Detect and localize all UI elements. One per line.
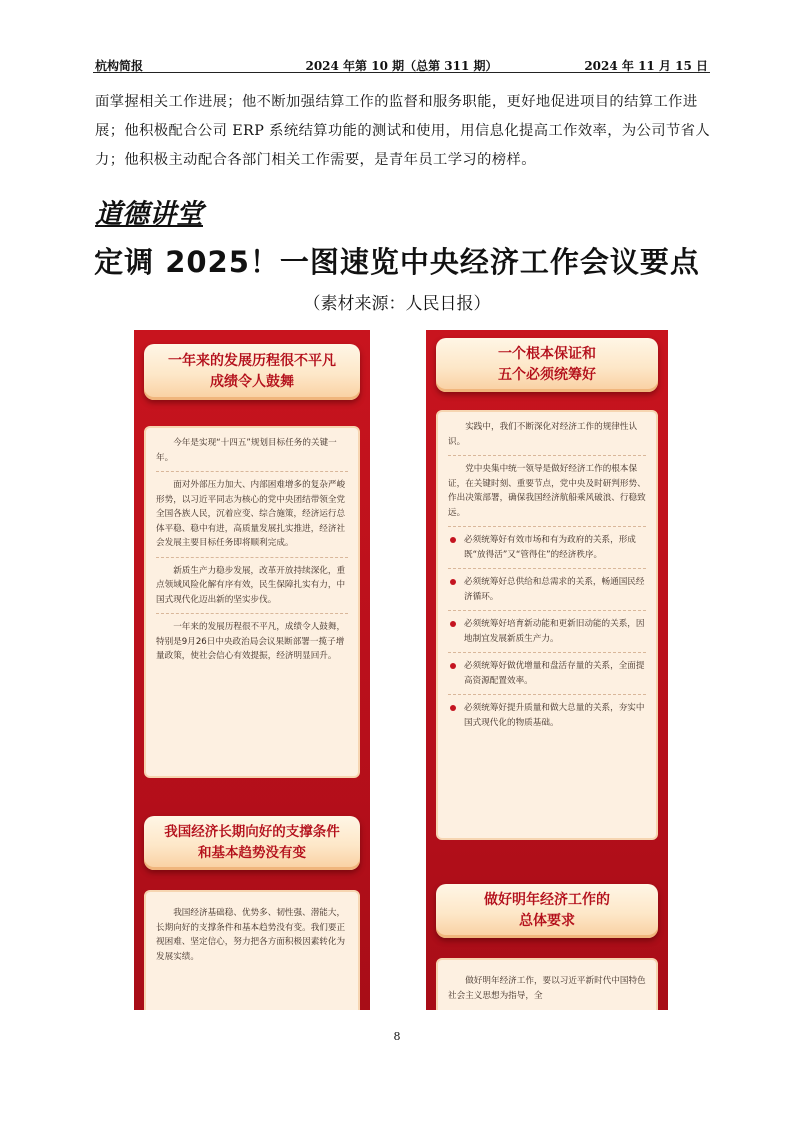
card-paragraph: 我国经济基础稳、优势多、韧性强、潜能大，长期向好的支撑条件和基本趋势没有变。我们要正视困难、坚定信心，努力把各方面积极因素转化为发展实绩。: [156, 908, 346, 962]
card-achievements: [144, 426, 360, 778]
infographic-left-panel: [134, 330, 370, 1010]
bullet-item: 必须统筹好做优增量和盘活存量的关系，全面提高资源配置效率。: [448, 659, 646, 688]
divider: [156, 471, 348, 472]
intro-line: 面掌握相关工作进展；他不断加强结算工作的监督和服务职能，更好地促进项目的结算工作进: [95, 94, 698, 110]
banner-line: 成绩令人鼓舞: [210, 374, 294, 390]
banner-line: 一个根本保证和: [498, 346, 596, 362]
banner-overall-requirements: [436, 884, 658, 938]
divider: [448, 694, 646, 695]
banner-line: 五个必须统筹好: [498, 367, 596, 383]
banner-line: 一年来的发展历程很不平凡: [168, 353, 336, 369]
banner-line: 总体要求: [519, 913, 575, 929]
card-paragraph: 今年是实现“十四五”规划目标任务的关键一年。: [156, 438, 337, 463]
bullet-item: 必须统筹好培育新动能和更新旧动能的关系，因地制宜发展新质生产力。: [448, 617, 646, 646]
card-next-year-work: [436, 958, 658, 1010]
divider: [448, 455, 646, 456]
card-paragraph: 一年来的发展历程很不平凡，成绩令人鼓舞，特别是9月26日中央政治局会议果断部署一揽子增量政策，使社会信心有效提振，经济明显回升。: [156, 622, 346, 661]
divider: [156, 557, 348, 558]
divider: [156, 613, 348, 614]
card-paragraph: 新质生产力稳步发展，改革开放持续深化，重点领域风险化解有序有效，民生保障扎实有力，中国式现代化迈出新的坚实步伐。: [156, 565, 346, 605]
card-paragraph: 实践中，我们不断深化对经济工作的规律性认识。: [448, 422, 638, 447]
bullet-item: 必须统筹好总供给和总需求的关系，畅通国民经济循环。: [448, 575, 646, 604]
divider: [448, 652, 646, 653]
divider: [448, 568, 646, 569]
card-economic-foundation: [144, 890, 360, 1010]
banner-line: 和基本趋势没有变: [198, 845, 306, 861]
bullet-item: 必须统筹好有效市场和有为政府的关系，形成既“放得活”又“管得住”的经济秩序。: [448, 533, 646, 562]
card-five-must-coordinate: [436, 410, 658, 840]
bullet-item: 必须统筹好提升质量和做大总量的关系，夯实中国式现代化的物质基础。: [448, 701, 646, 730]
intro-line: 力；他积极主动配合各部门相关工作需要，是青年员工学习的榜样。: [95, 152, 536, 168]
issue-number: 2024 年第 10 期（总第 311 期）: [305, 59, 498, 73]
banner-development-progress: [144, 344, 360, 400]
page-number: 8: [393, 1030, 401, 1043]
banner-long-term-outlook: [144, 816, 360, 870]
card-paragraph: 党中央集中统一领导是做好经济工作的根本保证，在关键时刻、重要节点，党中央及时研判形势、作出决策部署，确保我国经济航船乘风破浪、行稳致远。: [448, 464, 646, 518]
card-paragraph: 做好明年经济工作，要以习近平新时代中国特色社会主义思想为指导，全: [448, 976, 646, 1001]
intro-line: 展；他积极配合公司 ERP 系统结算功能的测试和使用，用信息化提高工作效率，为公司节省人: [95, 123, 711, 139]
main-title: 定调 2025！一图速览中央经济工作会议要点: [94, 245, 700, 279]
banner-line: 做好明年经济工作的: [484, 892, 610, 908]
divider: [448, 610, 646, 611]
card-paragraph: 面对外部压力加大、内部困难增多的复杂严峻形势，以习近平同志为核心的党中央团结带领全党全国各族人民，沉着应变、综合施策，经济运行总体平稳、稳中有进，高质量发展扎实推进，经济社会发展主要目标任务即将顺利完成。: [156, 480, 346, 548]
issue-date: 2024 年 11 月 15 日: [584, 59, 708, 73]
page-header: [93, 50, 710, 73]
section-title: 道德讲堂: [95, 199, 203, 230]
banner-fundamental-guarantee: [436, 338, 658, 392]
source-note: （素材来源：人民日报）: [303, 294, 491, 314]
divider: [448, 526, 646, 527]
banner-line: 我国经济长期向好的支撑条件: [164, 824, 340, 840]
infographic-right-panel: [426, 330, 668, 1010]
publication-name: 杭构简报: [95, 59, 144, 73]
intro-paragraph: [95, 88, 712, 175]
